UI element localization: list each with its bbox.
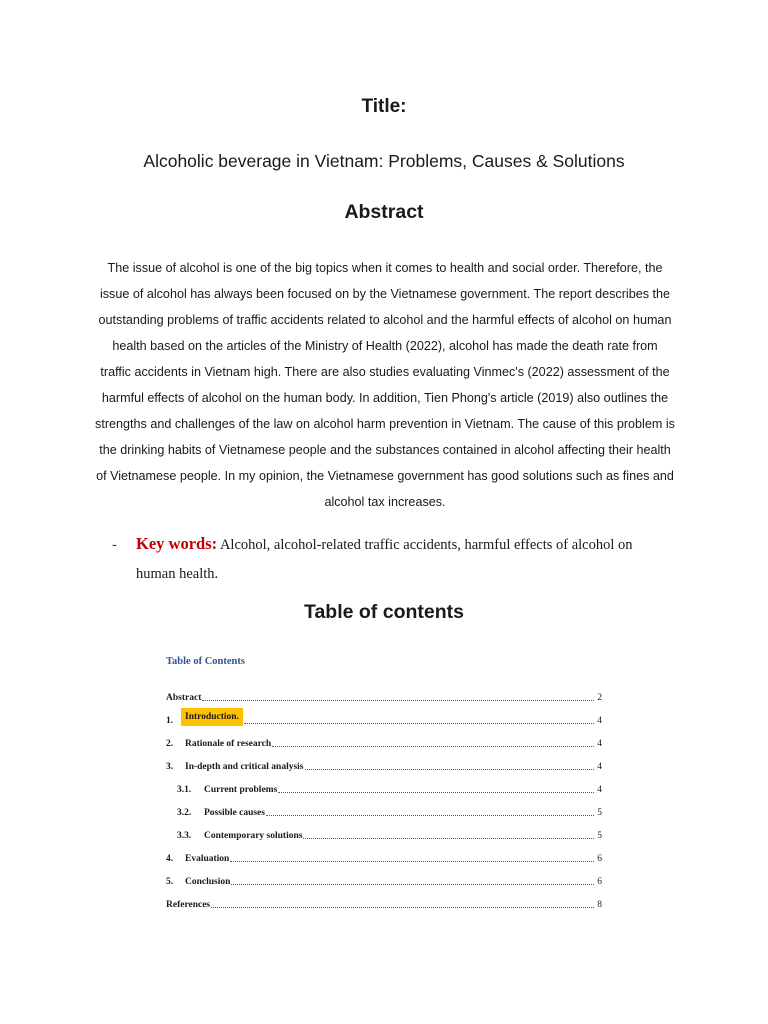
toc-entry-page: 4 [597,716,602,726]
toc-leader-dots [230,853,594,862]
toc-entry-label: Contemporary solutions [204,831,303,841]
toc-box [166,656,602,910]
toc-box-title: Table of Contents [166,656,245,667]
toc-entry-label: Possible causes [204,808,265,818]
abstract-line: The issue of alcohol is one of the big topics when it comes to health and social order. Therefore, the [107,261,663,275]
toc-entry-references[interactable] [166,887,602,910]
toc-entry-page: 4 [597,785,602,795]
toc-entry-number: 3.3. [177,831,192,841]
toc-entry-label: Rationale of research [185,739,272,749]
toc-entry-contemporary-solutions[interactable] [166,818,602,841]
toc-entry-analysis[interactable] [166,749,602,772]
toc-entry-possible-causes[interactable] [166,795,602,818]
toc-entry-page: 6 [597,854,602,864]
abstract-line: harmful effects of alcohol on the human body. In addition, Tien Phong's article (2019) also outlines the [101,391,669,405]
abstract-line: alcohol tax increases. [324,495,446,509]
toc-entry-page: 2 [597,693,602,703]
toc-leader-dots [244,715,594,724]
toc-entry-number: 5. [166,877,174,887]
keywords-text: Alcohol, alcohol-related traffic accidents, harmful effects of alcohol on [219,537,633,553]
toc-heading: Table of contents [304,601,464,623]
toc-leader-dots [278,784,594,793]
toc-leader-dots [272,738,594,747]
toc-entry-label: Conclusion [185,877,231,887]
toc-leader-dots [211,899,594,908]
abstract-line: traffic accidents in Vietnam high. There are also studies evaluating Vinmec's (2022) assessment of the [100,365,670,379]
abstract-body [90,255,680,515]
toc-leader-dots [303,830,594,839]
toc-leader-dots [202,692,594,701]
toc-leader-dots [305,761,594,770]
toc-entry-current-problems[interactable] [166,772,602,795]
toc-entry-number: 3. [166,762,174,772]
abstract-line: health based on the articles of the Ministry of Health (2022), alcohol has made the death rate from [112,339,658,353]
toc-entry-label-highlighted: Introduction. [181,708,243,726]
keywords-block [112,529,692,589]
toc-entry-number: 1. [166,716,174,726]
toc-entry-page: 4 [597,739,602,749]
toc-entry-conclusion[interactable] [166,864,602,887]
toc-entry-evaluation[interactable] [166,841,602,864]
toc-entry-number: 2. [166,739,174,749]
toc-leader-dots [231,876,594,885]
toc-entry-introduction[interactable] [166,703,602,726]
keywords-line-2: human health. [136,566,219,582]
abstract-line: strengths and challenges of the law on alcohol harm prevention in Vietnam. The cause of this problem is [95,417,675,431]
toc-entry-abstract[interactable] [166,680,602,703]
toc-entry-number: 3.2. [177,808,192,818]
toc-entry-label: References [166,900,211,910]
keywords-line-1 [112,529,692,560]
toc-entry-label: Evaluation [185,854,230,864]
toc-entry-number: 4. [166,854,174,864]
abstract-line: the drinking habits of Vietnamese people and the substances contained in alcohol affecting their health [99,443,671,457]
abstract-heading: Abstract [344,201,424,223]
toc-entry-page: 5 [597,831,602,841]
abstract-line: issue of alcohol has always been focused on by the Vietnamese government. The report describes the [99,287,671,301]
toc-entry-page: 4 [597,762,602,772]
document-subtitle: Alcoholic beverage in Vietnam: Problems, Causes & Solutions [143,151,625,171]
toc-entry-rationale[interactable] [166,726,602,749]
toc-entry-number: 3.1. [177,785,192,795]
toc-entry-page: 6 [597,877,602,887]
toc-leader-dots [266,807,594,816]
keywords-bullet-dash: - [112,537,117,553]
toc-entry-label: In-depth and critical analysis [185,762,304,772]
toc-entry-label: Current problems [204,785,278,795]
keywords-label: Key words: [136,534,218,553]
toc-entry-page: 8 [597,900,602,910]
title-label: Title: [361,96,407,117]
toc-entry-page: 5 [597,808,602,818]
abstract-line: of Vietnamese people. In my opinion, the Vietnamese government has good solutions such as fines and [96,469,674,483]
toc-entry-label: Abstract [166,693,202,703]
abstract-line: outstanding problems of traffic accidents related to alcohol and the harmful effects of alcohol on human [98,313,672,327]
